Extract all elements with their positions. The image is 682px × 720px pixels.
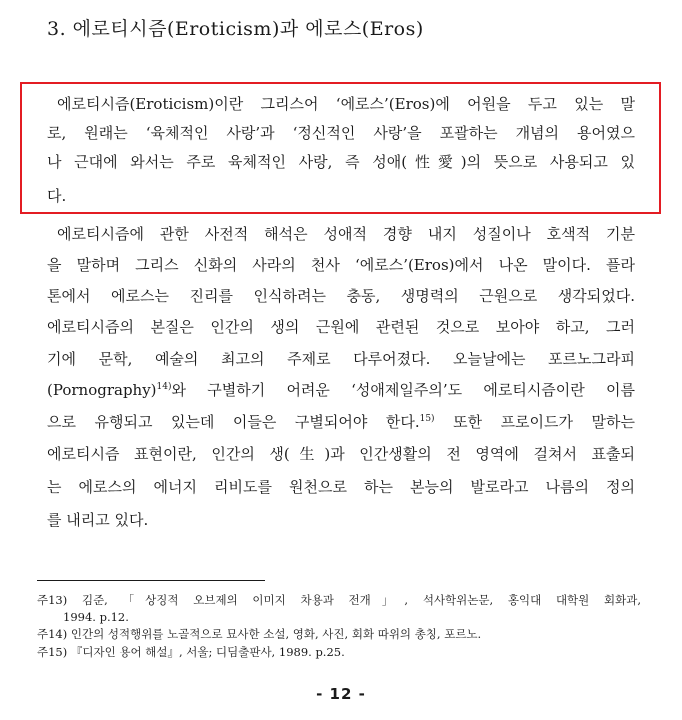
footnote-14: 주14) 인간의 성적행위를 노골적으로 묘사한 소설, 영화, 사진, 회화 따위의 총칭, 포르노. (37, 627, 482, 641)
paragraph1-line-2: 로, 원래는 ‘육체적인 사랑’과 ‘정신적인 사랑’을 포괄하는 개념의 용어였으 (47, 124, 635, 142)
paragraph2-line-6-rest: 와 구별하기 어려운 ‘성애제일주의’도 에로티시즘이란 이름 (171, 381, 635, 399)
footnote-divider (37, 580, 265, 581)
footnote-13-line-2: 1994. p.12. (63, 610, 129, 624)
paragraph2-line-8: 에로티시즘 표현이란, 인간의 생(生)과 인간생활의 전 영역에 걸쳐서 표출되 (47, 445, 635, 463)
footnote-ref-14: 14) (156, 382, 172, 392)
footnote-ref-15: 15) (419, 414, 435, 424)
paragraph2-line-6 (47, 380, 635, 400)
footnote-13-line-1: 주13) 김준, 「상징적 오브제의 이미지 차용과 전개」, 석사학위논문, 홍익대 대학원 회화과, (37, 593, 641, 607)
paragraph2-line-7-start: 으로 유행되고 있는데 이들은 구별되어야 한다. (47, 413, 420, 431)
section-heading: 3. 에로티시즘(Eroticism)과 에로스(Eros) (47, 18, 424, 40)
pornography-term: (Pornography) (47, 381, 157, 399)
paragraph2-line-3: 톤에서 에로스는 진리를 인식하려는 충동, 생명력의 근원으로 생각되었다. (47, 287, 635, 305)
paragraph2-line-7 (47, 412, 635, 432)
paragraph2-line-1: 에로티시즘에 관한 사전적 해석은 성애적 경향 내지 성질이나 호색적 기분 (57, 225, 635, 243)
paragraph2-line-9: 는 에로스의 에너지 리비도를 원천으로 하는 본능의 발로라고 나름의 정의 (47, 478, 635, 496)
paragraph1-line-3: 나 근대에 와서는 주로 육체적인 사랑, 즉 성애(性愛)의 뜻으로 사용되고 있 (47, 153, 635, 171)
footnote-15: 주15) 『디자인 용어 해설』, 서울; 디딤출판사, 1989. p.25. (37, 645, 345, 659)
paragraph2-line-10: 를 내리고 있다. (47, 511, 149, 529)
paragraph2-line-4: 에로티시즘의 본질은 인간의 생의 근원에 관련된 것으로 보아야 하고, 그러 (47, 318, 635, 336)
page-number: - 12 - (316, 685, 366, 703)
paragraph2-line-7-rest: 또한 프로이드가 말하는 (434, 413, 635, 431)
paragraph2-line-5: 기에 문학, 예술의 최고의 주제로 다루어졌다. 오늘날에는 포르노그라피 (47, 350, 635, 368)
paragraph1-line-4: 다. (47, 187, 67, 205)
paragraph2-line-2: 을 말하며 그리스 신화의 사라의 천사 ‘에로스’(Eros)에서 나온 말이다. 플라 (47, 256, 635, 274)
paragraph1-line-1: 에로티시즘(Eroticism)이란 그리스어 ‘에로스’(Eros)에 어원을 두고 있는 말 (57, 95, 635, 113)
